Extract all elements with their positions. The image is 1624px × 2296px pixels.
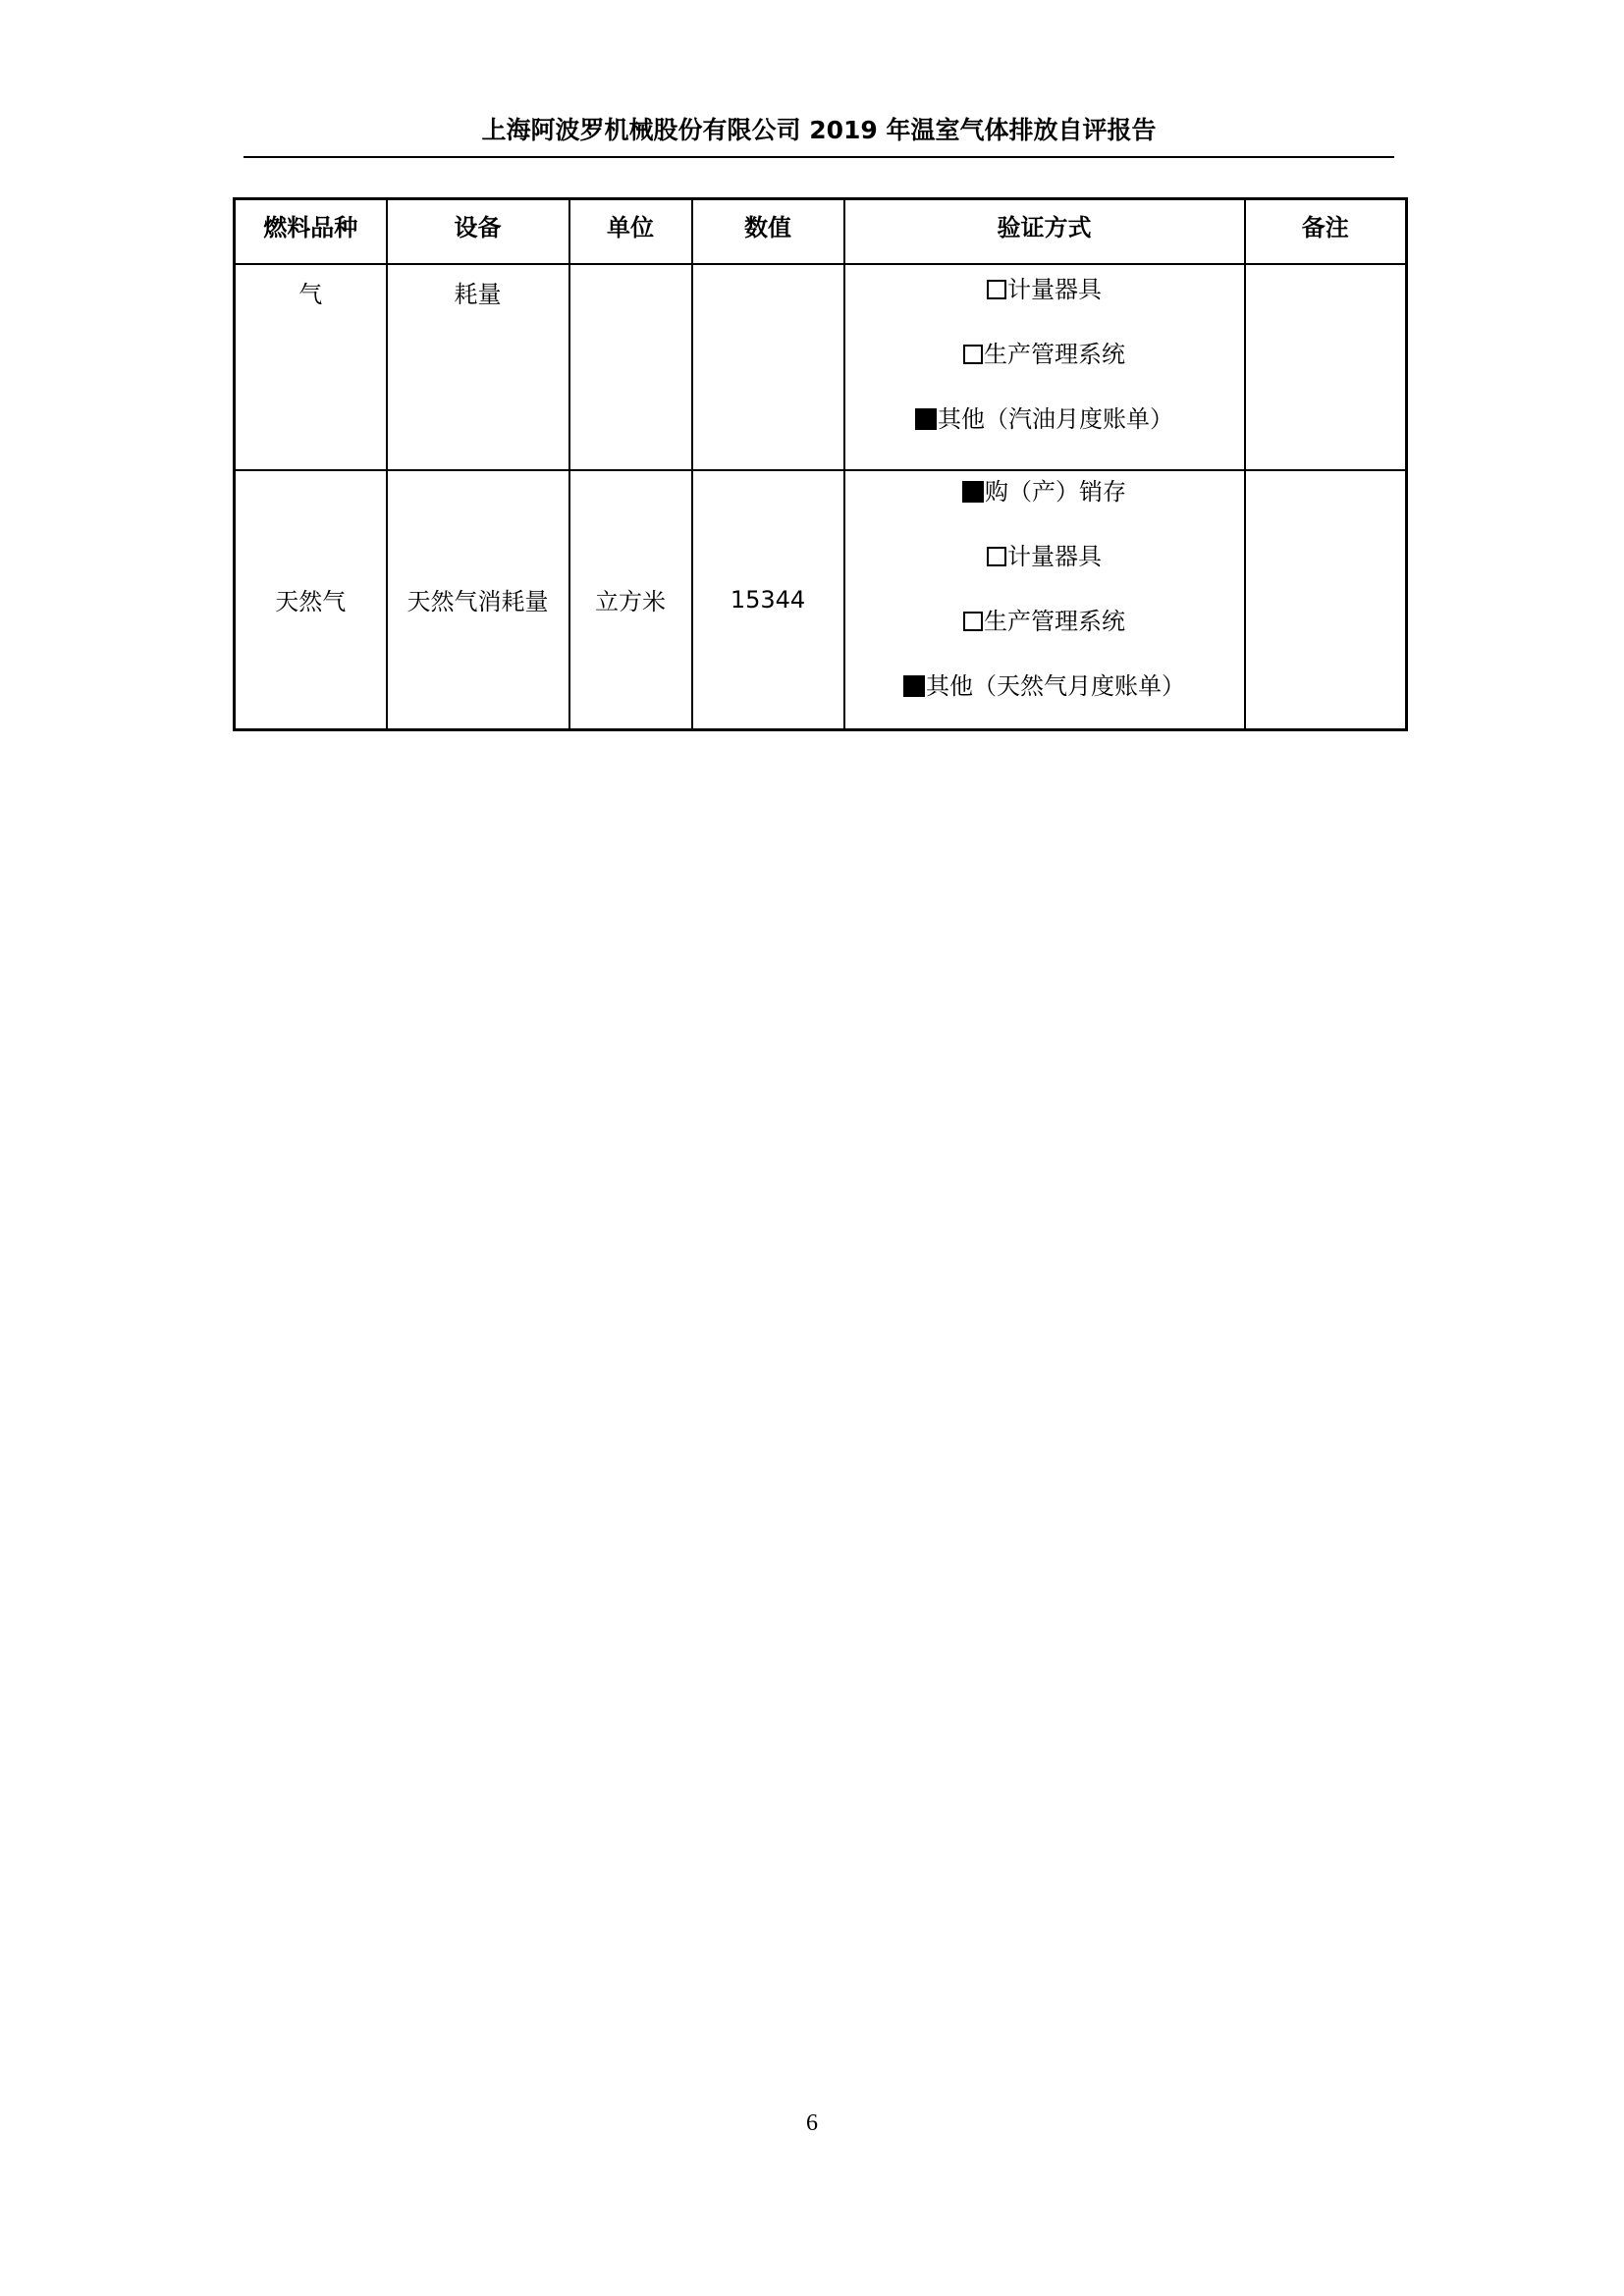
remark-cell <box>1245 264 1407 470</box>
unchecked-box-icon <box>987 547 1006 566</box>
header-divider <box>244 156 1394 158</box>
remark-cell <box>1245 470 1407 730</box>
equipment-cell: 天然气消耗量 <box>387 470 569 730</box>
method-item <box>845 322 1244 387</box>
method-label: 其他（天然气月度账单） <box>926 671 1185 700</box>
table-row <box>235 264 1407 470</box>
method-label: 购（产）销存 <box>985 477 1126 506</box>
unchecked-box-icon <box>963 345 983 364</box>
method-label: 计量器具 <box>1007 542 1102 570</box>
value-cell: 15344 <box>692 470 844 730</box>
method-label: 计量器具 <box>1007 275 1102 303</box>
method-item <box>845 387 1244 452</box>
header-fuel-type: 燃料品种 <box>235 199 387 264</box>
header-value: 数值 <box>692 199 844 264</box>
method-label: 其他（汽油月度账单） <box>938 404 1173 433</box>
header-equipment: 设备 <box>387 199 569 264</box>
equipment-cell: 耗量 <box>387 264 569 470</box>
header-unit: 单位 <box>569 199 692 264</box>
page-number: 6 <box>806 2110 818 2136</box>
verification-method-cell <box>844 264 1245 470</box>
unit-cell <box>569 264 692 470</box>
checked-box-icon <box>903 675 925 697</box>
page-header-title: 上海阿波罗机械股份有限公司 2019 年温室气体排放自评报告 <box>481 116 1157 144</box>
unchecked-box-icon <box>963 612 983 631</box>
method-item <box>845 459 1244 524</box>
fuel-cell: 气 <box>235 264 387 470</box>
checked-box-icon <box>962 481 984 503</box>
fuel-consumption-table <box>233 197 1408 731</box>
method-item <box>845 654 1244 719</box>
table-header-row <box>235 199 1407 264</box>
header-verification-method: 验证方式 <box>844 199 1245 264</box>
unit-cell: 立方米 <box>569 470 692 730</box>
method-item <box>845 524 1244 589</box>
method-item <box>845 589 1244 654</box>
value-cell <box>692 264 844 470</box>
header-remark: 备注 <box>1245 199 1407 264</box>
table-row <box>235 470 1407 730</box>
fuel-cell: 天然气 <box>235 470 387 730</box>
verification-method-cell <box>844 470 1245 730</box>
method-label: 生产管理系统 <box>984 607 1125 635</box>
method-label: 生产管理系统 <box>984 340 1125 368</box>
unchecked-box-icon <box>987 280 1006 299</box>
method-item <box>845 257 1244 322</box>
checked-box-icon <box>915 408 937 430</box>
